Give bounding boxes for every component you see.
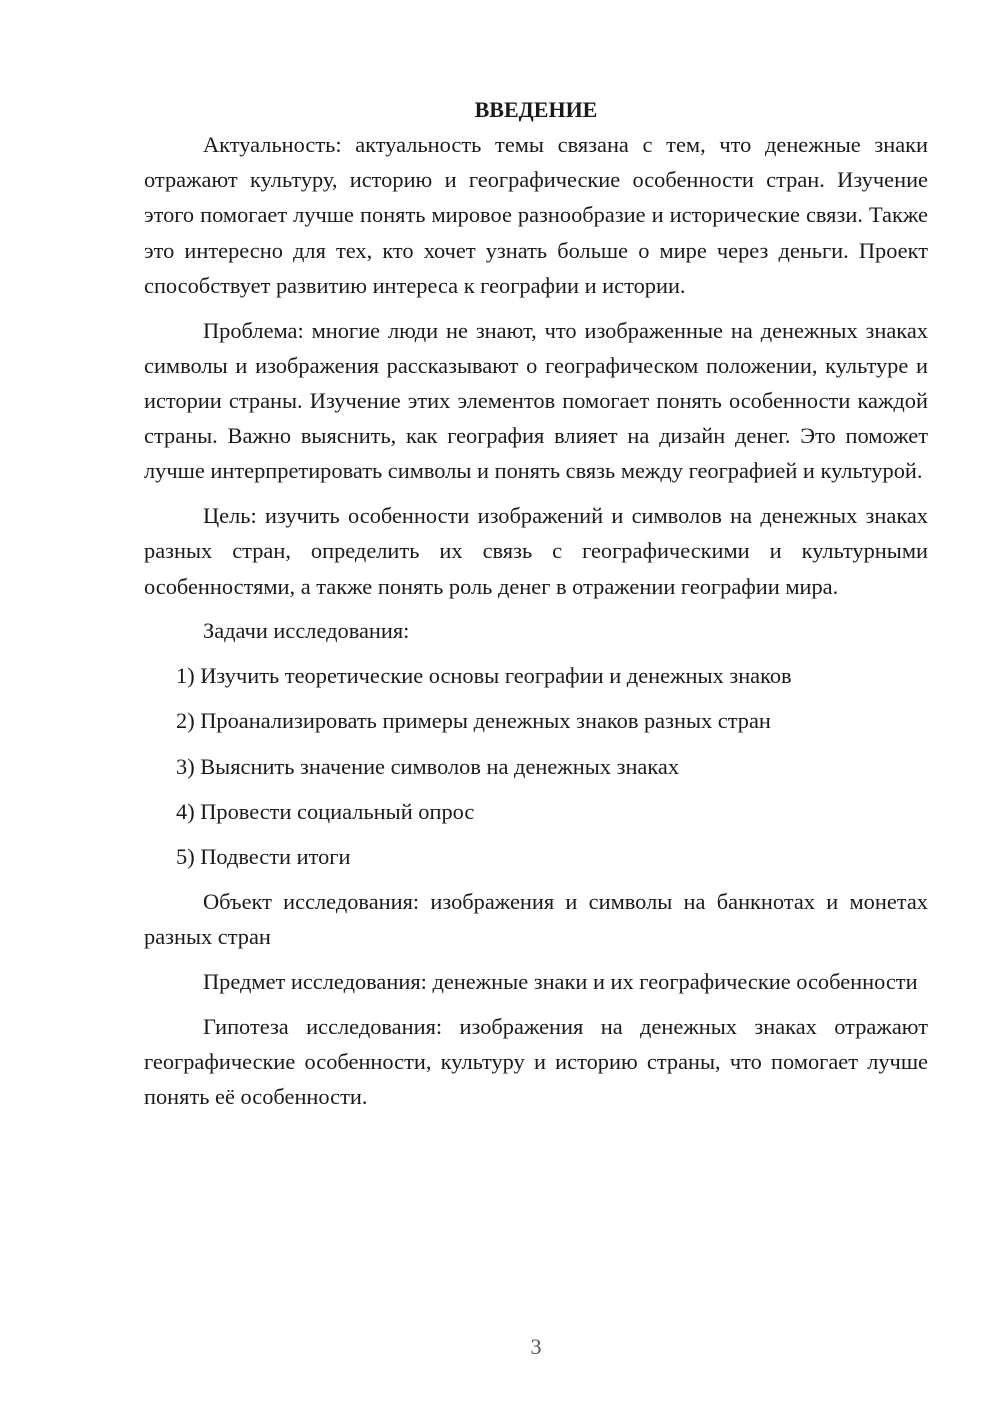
goal-paragraph: Цель: изучить особенности изображений и символов на денежных знаках разных стран, определить их связь с географическими и культурными особенностями, а также понять роль денег в отражении географии мира. (144, 503, 928, 599)
task-item-1: 1) Изучить теоретические основы географии и денежных знаков (176, 663, 792, 689)
task-item-4: 4) Провести социальный опрос (176, 798, 475, 824)
tasks-heading: Задачи исследования: (203, 618, 410, 644)
hypothesis-paragraph: Гипотеза исследования: изображения на денежных знаках отражают географические особенности, культуру и историю страны, что помогает лучше понять её особенности. (144, 1014, 928, 1110)
page-title: ВВЕДЕНИЕ (474, 97, 598, 122)
problem-paragraph: Проблема: многие люди не знают, что изображенные на денежных знаках символы и изображения рассказывают о географическом положении, культуре и истории страны. Изучение этих элементов помогает понять особенности каждой страны. Важно выяснить, как география влияет на дизайн денег. Это поможет лучше интерпретировать символы и понять связь между географией и культурой. (144, 317, 928, 484)
object-paragraph: Объект исследования: изображения и символы на банкнотах и монетах разных стран (144, 889, 928, 950)
page-number: 3 (530, 1334, 542, 1359)
task-list (144, 658, 928, 874)
relevance-paragraph: Актуальность: актуальность темы связана с тем, что денежные знаки отражают культуру, историю и географические особенности стран. Изучение этого помогает лучше понять мировое разнообразие и исторические связи. Также это интересно для тех, кто хочет узнать больше о мире через деньги. Проект способствует развитию интереса к географии и истории. (144, 132, 928, 298)
subject-paragraph: Предмет исследования: денежные знаки и их географические особенности (203, 969, 918, 995)
task-item-5: 5) Подвести итоги (176, 844, 351, 870)
task-item-2: 2) Проанализировать примеры денежных знаков разных стран (176, 708, 771, 734)
document-page (144, 92, 928, 1115)
task-item-3: 3) Выяснить значение символов на денежных знаках (176, 753, 680, 779)
